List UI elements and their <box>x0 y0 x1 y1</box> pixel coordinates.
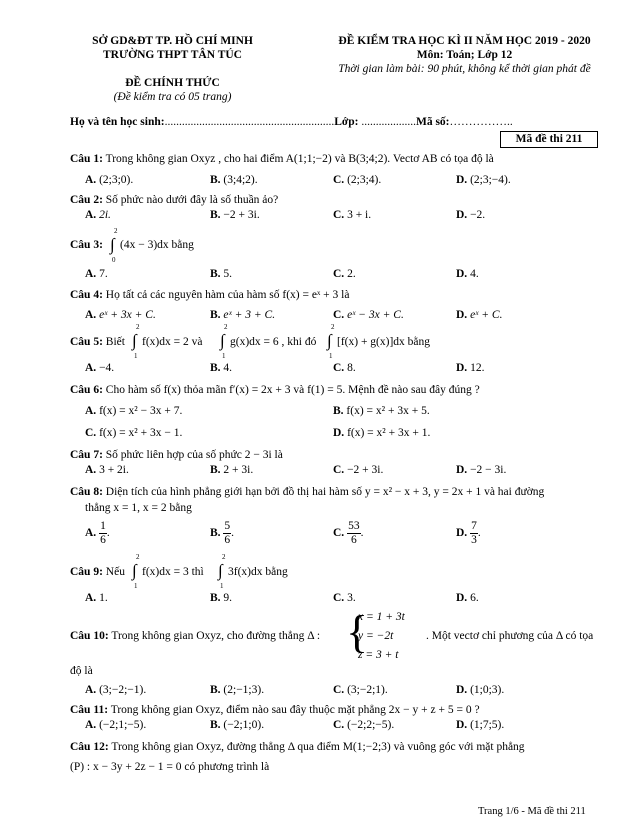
q2-option-d: D. −2. <box>456 209 486 221</box>
question-4: Câu 4: Họ tất cả các nguyên hàm của hàm số f(x) = eˣ + 3 là <box>70 289 350 301</box>
q5-integral-1: ∫ <box>132 331 137 350</box>
q1-option-c: C. (2;3;4). <box>333 174 382 186</box>
q7-option-b: B. 2 + 3i. <box>210 464 254 476</box>
name-dots: ........................................................... <box>164 116 335 128</box>
q11-option-d: D. (1;7;5). <box>456 719 505 731</box>
exam-title: ĐỀ KIỂM TRA HỌC KÌ II NĂM HỌC 2019 - 2020 <box>338 35 591 47</box>
school-name: TRƯỜNG THPT TÂN TÚC <box>103 49 242 61</box>
q5-expr-2: g(x)dx = 6 , khi đó <box>230 336 317 348</box>
q1-option-a: A. (2;3;0). <box>85 174 134 186</box>
q3-option-d: D. 4. <box>456 268 479 280</box>
q5-expr-3: [f(x) + g(x)]dx bằng <box>337 336 431 348</box>
q10-option-c: C. (3;−2;1). <box>333 684 388 696</box>
q5-int3-lower: 1 <box>329 352 333 360</box>
question-11: Câu 11: Trong không gian Oxyz, điểm nào sau đây thuộc mặt phẳng 2x − y + z + 5 = 0 ? <box>70 704 480 716</box>
q7-option-c: C. −2 + 3i. <box>333 464 384 476</box>
q1-option-b: B. (3;4;2). <box>210 174 258 186</box>
q5-int2-lower: 1 <box>222 352 226 360</box>
q9-int2-lower: 1 <box>220 582 224 590</box>
q8-option-a: A. $\frac{1}{6}$ . <box>85 520 110 546</box>
department-name: SỞ GD&ĐT TP. HỒ CHÍ MINH <box>92 35 253 47</box>
question-5: Câu 5: Biết <box>70 336 125 348</box>
q9-int1-lower: 1 <box>134 582 138 590</box>
official-label: ĐỀ CHÍNH THỨC <box>125 77 220 89</box>
question-3: Câu 3: <box>70 239 103 251</box>
q5-int1-lower: 1 <box>134 352 138 360</box>
q11-option-a: A. (−2;1;−5). <box>85 719 147 731</box>
question-1 <box>70 153 494 165</box>
id-label: Mã số: <box>415 116 450 128</box>
q3-option-c: C. 2. <box>333 268 356 280</box>
q5-option-a: A. −4. <box>85 362 115 374</box>
q9-integral-2: ∫ <box>218 561 223 580</box>
q10-system-brace: { <box>346 606 369 657</box>
student-line <box>70 116 513 128</box>
q6-option-b: B. f(x) = x² + 3x + 5. <box>333 405 430 417</box>
q10-sys-y: y = −2t <box>358 630 394 642</box>
pages-note: (Đề kiểm tra có 05 trang) <box>113 91 232 103</box>
q8-option-d: D. $\frac{7}{3}$ . <box>456 520 481 546</box>
exam-code-box: Mã đề thi 211 <box>500 131 598 148</box>
q2-option-c: C. 3 + i. <box>333 209 372 221</box>
q4-option-d: D. eˣ + C. <box>456 309 503 321</box>
q1-label: Câu 1: <box>70 153 103 165</box>
q5-integral-3: ∫ <box>327 331 332 350</box>
q3-upper-limit: 2 <box>114 227 118 235</box>
question-9: Câu 9: Nếu <box>70 566 125 578</box>
q8-option-b: B. $\frac{5}{6}$ . <box>210 520 235 546</box>
q9-expr-2: 3f(x)dx bằng <box>228 566 288 578</box>
id-dots: …………….. <box>449 116 513 128</box>
q8-text-line2: thẳng x = 1, x = 2 bằng <box>85 502 192 514</box>
question-8: Câu 8: Diện tích của hình phẳng giới hạn bởi đồ thị hai hàm số y = x² − x + 3, y = 2x + 1 và hai đường <box>70 486 545 498</box>
q7-option-a: A. 3 + 2i. <box>85 464 129 476</box>
q3-text: (4x − 3)dx bằng <box>120 239 194 251</box>
q6-option-a: A. f(x) = x² − 3x + 7. <box>85 405 183 417</box>
question-10: Câu 10: Trong không gian Oxyz, cho đường thẳng Δ : <box>70 630 321 642</box>
subject-line: Môn: Toán; Lớp 12 <box>416 49 513 61</box>
q4-option-b: B. eˣ + 3 + C. <box>210 309 276 321</box>
q1-option-d: D. (2;3;−4). <box>456 174 511 186</box>
question-12: Câu 12: Trong không gian Oxyz, đường thẳng Δ qua điểm M(1;−2;3) và vuông góc với mặt phẳng <box>70 741 525 753</box>
q3-option-b: B. 5. <box>210 268 233 280</box>
q4-option-a: A. eˣ + 3x + C. <box>85 309 156 321</box>
q9-int1-upper: 2 <box>136 553 140 561</box>
q6-option-d: D. f(x) = x² + 3x + 1. <box>333 427 431 439</box>
q3-lower-limit: 0 <box>112 256 116 264</box>
q5-option-c: C. 8. <box>333 362 356 374</box>
class-label: Lớp: <box>334 116 359 128</box>
time-note: Thời gian làm bài: 90 phút, không kể thời gian phát đề <box>338 63 591 75</box>
q9-option-b: B. 9. <box>210 592 233 604</box>
q5-int3-upper: 2 <box>331 323 335 331</box>
q11-option-c: C. (−2;2;−5). <box>333 719 395 731</box>
page-footer: Trang 1/6 - Mã đề thi 211 <box>478 806 586 817</box>
q9-integral-1: ∫ <box>132 561 137 580</box>
q5-int1-upper: 2 <box>136 323 140 331</box>
q9-int2-upper: 2 <box>222 553 226 561</box>
q10-text-after: . Một vectơ chỉ phương của Δ có tọa <box>426 630 594 642</box>
class-dots: ................... <box>361 116 416 128</box>
q8-option-c: C. $\frac{53}{6}$ . <box>333 520 364 546</box>
question-6: Câu 6: Cho hàm số f(x) thỏa mãn f′(x) = 2x + 3 và f(1) = 5. Mệnh đề nào sau đây đúng ? <box>70 384 480 396</box>
question-2: Câu 2: Số phức nào dưới đây là số thuần ảo? <box>70 194 279 206</box>
q1-text: Trong không gian Oxyz , cho hai điểm A(1;1;−2) và B(3;4;2). Vectơ AB có tọa độ là <box>105 153 494 165</box>
q12-text-line2: (P) : x − 3y + 2z − 1 = 0 có phương trình là <box>70 761 270 773</box>
q9-option-a: A. 1. <box>85 592 108 604</box>
q10-option-a: A. (3;−2;−1). <box>85 684 147 696</box>
q10-sys-x: x = 1 + 3t <box>358 611 405 623</box>
q2-option-a: A. 2i. <box>85 209 111 221</box>
q11-option-b: B. (−2;1;0). <box>210 719 265 731</box>
q4-option-c: C. eˣ − 3x + C. <box>333 309 404 321</box>
q3-integral-sign: ∫ <box>110 235 115 254</box>
q6-option-c: C. f(x) = x² + 3x − 1. <box>85 427 183 439</box>
q7-option-d: D. −2 − 3i. <box>456 464 507 476</box>
q5-int2-upper: 2 <box>224 323 228 331</box>
q2-option-b: B. −2 + 3i. <box>210 209 260 221</box>
q5-option-b: B. 4. <box>210 362 233 374</box>
q9-expr-1: f(x)dx = 3 thì <box>142 566 204 578</box>
q10-option-d: D. (1;0;3). <box>456 684 505 696</box>
q10-option-b: B. (2;−1;3). <box>210 684 265 696</box>
q5-integral-2: ∫ <box>220 331 225 350</box>
q3-option-a: A. 7. <box>85 268 108 280</box>
q9-option-d: D. 6. <box>456 592 479 604</box>
q5-option-d: D. 12. <box>456 362 485 374</box>
q5-expr-1: f(x)dx = 2 và <box>142 336 203 348</box>
q10-sys-z: z = 3 + t <box>358 649 399 661</box>
question-7: Câu 7: Số phức liên hợp của số phức 2 − 3i là <box>70 449 283 461</box>
q10-text-line2: độ là <box>70 665 93 677</box>
q9-option-c: C. 3. <box>333 592 356 604</box>
name-label: Họ và tên học sinh: <box>70 116 165 128</box>
